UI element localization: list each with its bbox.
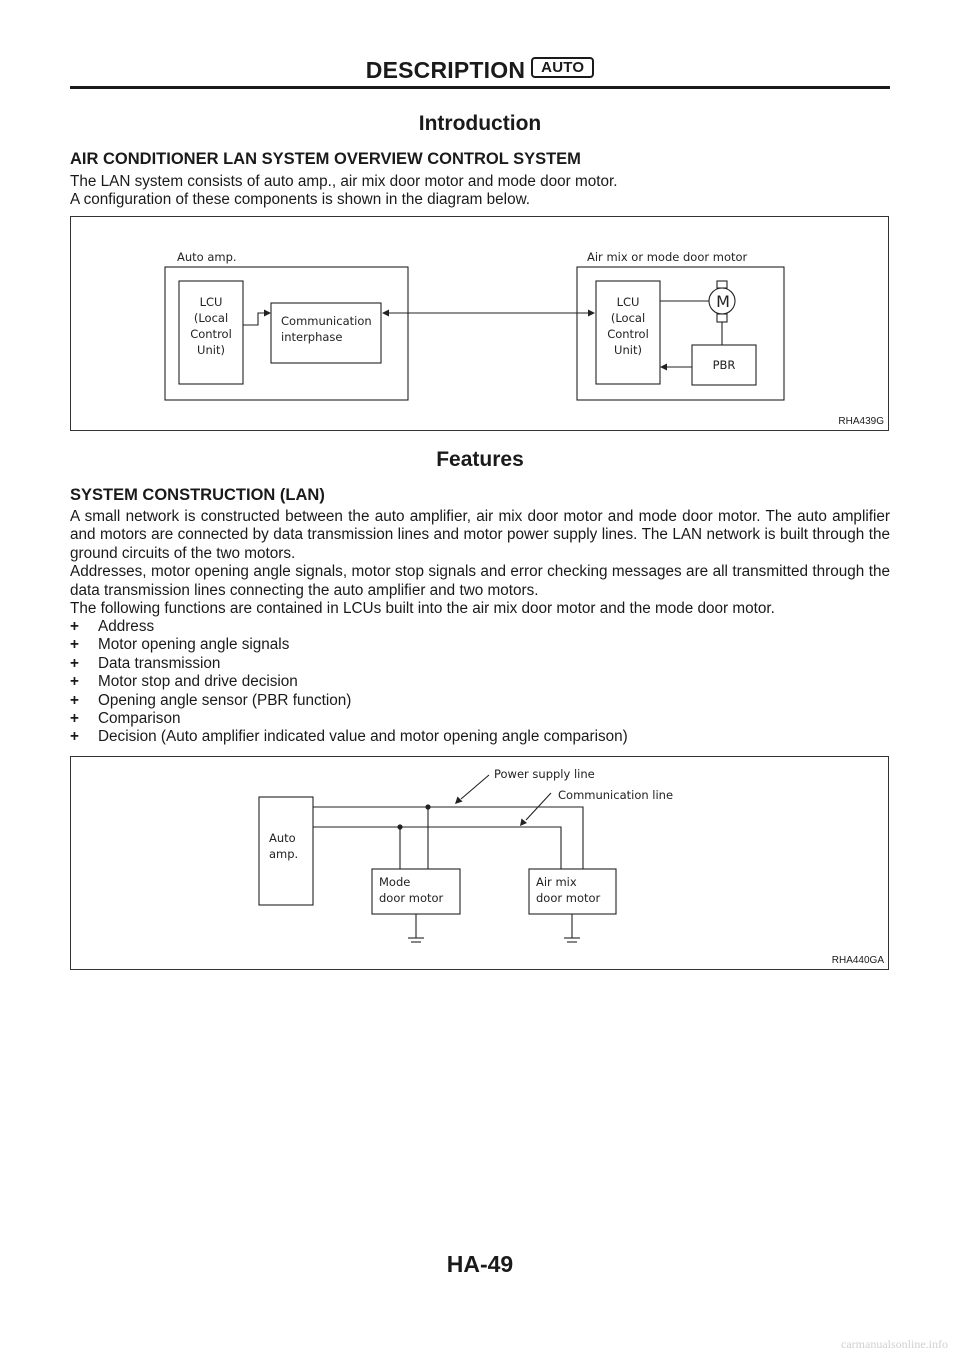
lcu-left-line-3: Control bbox=[190, 327, 232, 341]
motor-label: M bbox=[716, 292, 730, 311]
lcu-right-line-2: (Local bbox=[610, 311, 646, 325]
list-item-text: Data transmission bbox=[98, 654, 221, 672]
list-item bbox=[70, 636, 890, 654]
intro-line-1: The LAN system consists of auto amp., air mix door motor and mode door motor. bbox=[70, 173, 618, 190]
lcu-function-list bbox=[70, 618, 890, 747]
lan-wiring-svg bbox=[71, 757, 890, 971]
power-supply-line-label: Power supply line bbox=[494, 767, 595, 781]
lcu-left-line-1: LCU bbox=[199, 295, 223, 309]
page-number: HA-49 bbox=[446, 1251, 514, 1277]
lcu-left-line-2: (Local bbox=[193, 311, 229, 325]
bullet-mark: + bbox=[70, 673, 79, 691]
lcu-right-line-4: Unit) bbox=[614, 343, 642, 357]
watermark: carmanualsonline.info bbox=[841, 1337, 948, 1351]
communication-line-label: Communication line bbox=[558, 788, 674, 802]
list-item bbox=[70, 728, 890, 746]
features-paragraph-2: Addresses, motor opening angle signals, motor stop signals and error checking messages are all transmitted through the data transmission lines connecting the auto amplifier and two motors. bbox=[70, 563, 890, 599]
auto-amp-line-2: amp. bbox=[269, 847, 299, 861]
list-item-text: Decision (Auto amplifier indicated value and motor opening angle comparison) bbox=[98, 728, 628, 746]
comm-interphase-line-2: interphase bbox=[281, 330, 343, 344]
header-title: DESCRIPTION bbox=[365, 57, 526, 83]
lan-wiring-diagram bbox=[70, 756, 889, 970]
list-item-text: Motor opening angle signals bbox=[98, 636, 290, 654]
lan-overview-svg bbox=[71, 217, 890, 432]
mode-motor-line-2: door motor bbox=[379, 891, 444, 905]
power-supply-line bbox=[313, 807, 583, 869]
list-item-text: Opening angle sensor (PBR function) bbox=[98, 691, 352, 709]
auto-amp-line-1: Auto bbox=[269, 831, 296, 845]
section-heading-introduction: Introduction bbox=[418, 112, 542, 135]
intro-paragraph bbox=[70, 173, 890, 210]
bullet-mark: + bbox=[70, 654, 79, 672]
list-item bbox=[70, 655, 890, 673]
section-subheading-construction: SYSTEM CONSTRUCTION (LAN) bbox=[70, 486, 325, 504]
pbr-label: PBR bbox=[712, 358, 736, 372]
section-heading-features: Features bbox=[436, 448, 524, 471]
list-item-text: Address bbox=[98, 618, 155, 635]
intro-line-2: A configuration of these components is shown in the diagram below. bbox=[70, 191, 531, 209]
section-subheading-overview: AIR CONDITIONER LAN SYSTEM OVERVIEW CONTROL SYSTEM bbox=[70, 150, 581, 168]
bullet-mark: + bbox=[70, 636, 79, 654]
features-paragraphs bbox=[70, 508, 890, 618]
page-header bbox=[0, 56, 960, 84]
motor-group-label: Air mix or mode door motor bbox=[587, 250, 748, 264]
list-item bbox=[70, 618, 890, 636]
airmix-motor-line-1: Air mix bbox=[536, 875, 577, 889]
list-item bbox=[70, 692, 890, 710]
comm-interphase-line-1: Communication bbox=[281, 314, 372, 328]
bullet-mark: + bbox=[70, 618, 79, 635]
diagram1-code: RHA439G bbox=[838, 416, 884, 427]
bullet-mark: + bbox=[70, 691, 79, 709]
features-paragraph-3: The following functions are contained in LCUs built into the air mix door motor and the mode door motor. bbox=[70, 600, 775, 618]
auto-amp-label: Auto amp. bbox=[177, 250, 237, 264]
list-item bbox=[70, 710, 890, 728]
bullet-mark: + bbox=[70, 710, 79, 728]
communication-line bbox=[313, 827, 561, 869]
features-paragraph-1: A small network is constructed between the auto amplifier, air mix door motor and mode door motor. The auto amplifier and motors are connected by data transmission lines and motor power supply lines. The LAN network is built through the ground circuits of the two motors. bbox=[70, 508, 890, 562]
lan-overview-diagram bbox=[70, 216, 889, 431]
lcu-left-line-4: Unit) bbox=[197, 343, 225, 357]
lcu-right-line-3: Control bbox=[607, 327, 649, 341]
list-item-text: Motor stop and drive decision bbox=[98, 673, 298, 691]
airmix-motor-line-2: door motor bbox=[536, 891, 601, 905]
diagram2-code: RHA440GA bbox=[831, 955, 884, 966]
lcu-right-line-1: LCU bbox=[616, 295, 640, 309]
header-rule bbox=[70, 86, 890, 89]
list-item bbox=[70, 673, 890, 691]
mode-motor-line-1: Mode bbox=[379, 875, 411, 889]
header-badge: AUTO bbox=[531, 57, 594, 78]
list-item-text: Comparison bbox=[98, 710, 181, 728]
bullet-mark: + bbox=[70, 728, 79, 746]
